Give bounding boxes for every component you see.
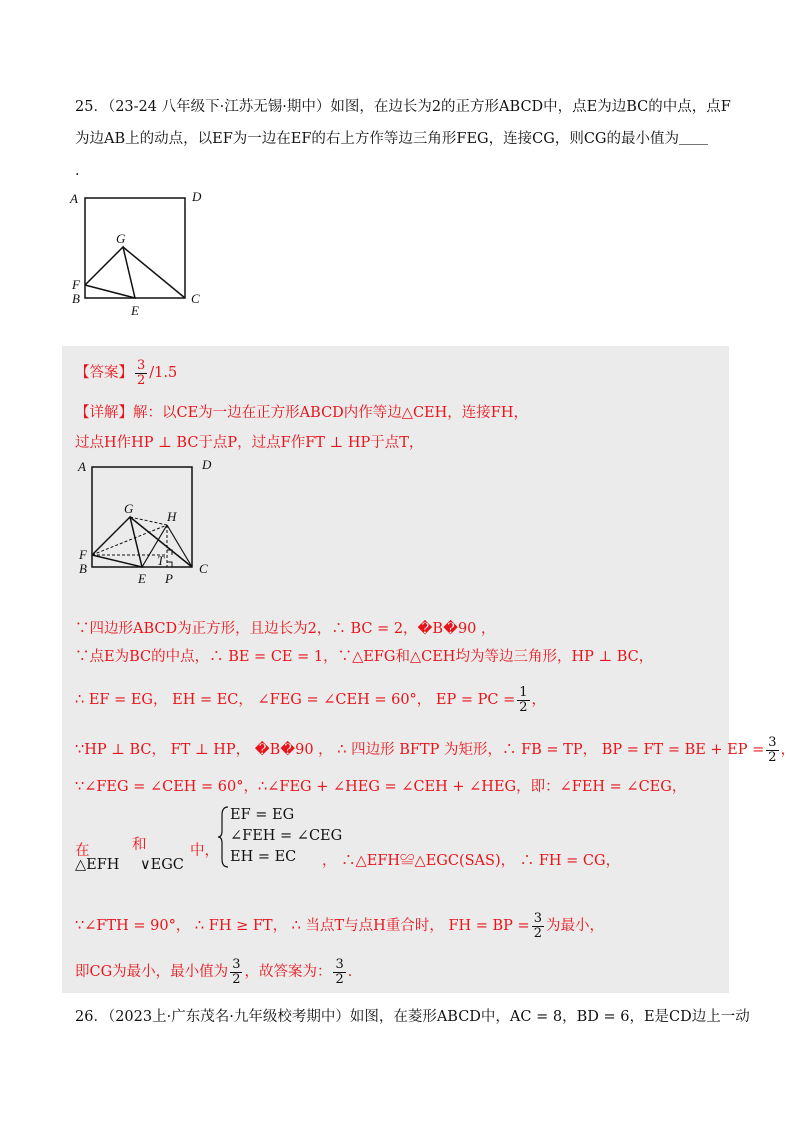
fig2-label-d: D [202, 457, 212, 472]
fig2-label-t: T [157, 553, 165, 568]
step-6-tri1: △EFH [75, 857, 120, 873]
fig2-label-f: F [79, 547, 87, 562]
q25-line3: ． [75, 163, 90, 179]
fig2-label-p: P [165, 571, 173, 586]
step-4: ∵HP ⊥ BC， FT ⊥ HP， �B�90 ， ∴ 四边形 BFTP 为矩形，∴ FB = TP， BP = FT = BE + EP = $\frac{3}{2}$ ， [75, 734, 796, 765]
system-line-2: ∠FEH = ∠CEG [230, 828, 343, 844]
fig1-label-a: A [70, 191, 78, 206]
system-brace [218, 805, 230, 869]
detail-line2: 过点H作HP ⊥ BC于点P，过点F作FT ⊥ HP于点T， [75, 435, 424, 451]
answer-alt: /1.5 [149, 365, 178, 381]
q25-line2: 为边AB上的动点，以EF为一边在EF的右上方作等边三角形FEG，连接CG，则CG的最小值为＿＿ [75, 131, 708, 147]
fig1-label-f: F [72, 277, 80, 292]
fig1-label-b: B [72, 291, 80, 306]
fig2-label-g: G [124, 501, 134, 516]
fig2-label-h: H [167, 509, 177, 524]
answer-line [75, 358, 177, 388]
step-6-post: ， ∴△EFH≌△EGC(SAS)， ∴ FH = CG， [322, 853, 621, 869]
step-5: ∵∠FEG = ∠CEH = 60°，∴∠FEG + ∠HEG = ∠CEH + ∠HEG，即：∠FEH = ∠CEG， [75, 779, 687, 795]
step-7: ∵∠FTH = 90°， ∴ FH ≥ FT， ∴ 当点T与点H重合时， FH = BP = $\frac{3}{2}$ 为最小， [75, 910, 604, 941]
q25-line1: 25．（23-24 八年级下·江苏无锡·期中）如图，在边长为2的正方形ABCD中，点E为边BC的中点，点F [75, 99, 731, 115]
detail-figure [70, 455, 230, 590]
step-6-tri2: ∨EGC [140, 857, 184, 873]
system-line-3: EH = EC [230, 849, 297, 865]
step-8: 即CG为最小，最小值为 $\frac{3}{2}$ ，故答案为： $\frac{3}{2}$ ． [75, 956, 363, 987]
fig1-label-d: D [192, 189, 202, 204]
step-8-fraction-2: $\frac{3}{2}$ [335, 956, 344, 987]
step-7-fraction: $\frac{3}{2}$ [533, 910, 542, 941]
step-1: ∵四边形ABCD为正方形，且边长为2，∴ BC = 2，�B�90 ， [75, 621, 496, 637]
detail-line1: 【详解】解：以CE为一边在正方形ABCD内作等边△CEH，连接FH， [75, 405, 528, 421]
step-6-pre: 在 [75, 843, 90, 859]
fig2-label-c: C [199, 561, 208, 576]
fig1-label-c: C [191, 291, 200, 306]
step-4-fraction: $\frac{3}{2}$ [768, 734, 777, 765]
fig1-label-g: G [116, 231, 126, 246]
answer-label: 【答案】 [75, 365, 133, 381]
step-2: ∵点E为BC的中点，∴ BE = CE = 1，∵△EFG和△CEH均为等边三角形，HP ⊥ BC， [75, 649, 654, 665]
fig2-label-b: B [79, 561, 87, 576]
fig2-label-a: A [78, 459, 86, 474]
step-3: ∴ EF = EG， EH = EC， ∠FEG = ∠CEH = 60°， EP = PC = $\frac{1}{2}$ ， [75, 684, 547, 715]
answer-fraction: $\frac{3}{2}$ [137, 357, 146, 388]
step-3-fraction: $\frac{1}{2}$ [519, 684, 528, 715]
fig1-label-e: E [131, 303, 139, 318]
step-6-zhong: 中， [190, 843, 219, 859]
step-6-mid: 和 [132, 837, 147, 853]
system-line-1: EF = EG [230, 807, 295, 823]
q26-line1: 26．（2023上·广东茂名·九年级校考期中）如图，在菱形ABCD中，AC = 8，BD = 6，E是CD边上一动 [75, 1009, 750, 1025]
q25-figure [60, 185, 220, 320]
fig2-label-e: E [138, 571, 146, 586]
step-8-fraction: $\frac{3}{2}$ [232, 956, 241, 987]
